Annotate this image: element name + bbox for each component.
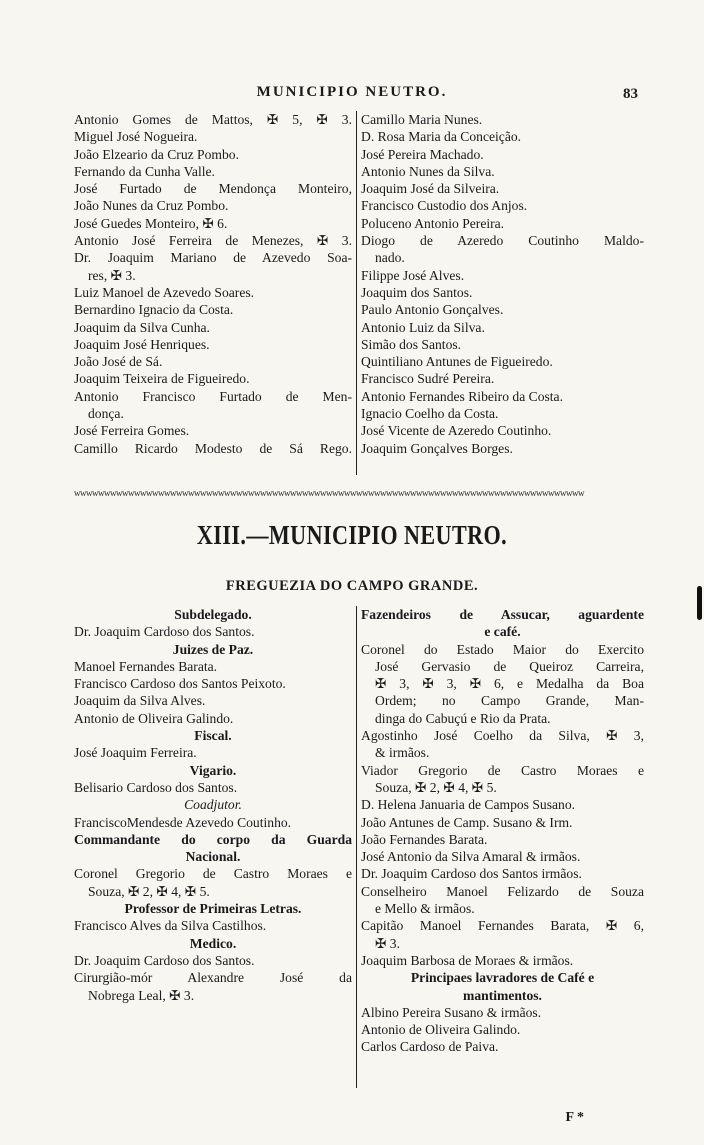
entry-line: Antonio José Ferreira de Menezes, ✠ 3.: [74, 233, 352, 249]
entry-line: Belisario Cardoso dos Santos.: [74, 779, 238, 795]
entry-line: Francisco Custodio dos Anjos.: [361, 198, 528, 214]
entry-line: José Ferreira Gomes.: [74, 423, 190, 439]
entry-line: Antonio Francisco Furtado de Men-: [74, 388, 352, 404]
entry-line: José Furtado de Mendonça Monteiro,: [74, 181, 352, 197]
entry-line: Joaquim Teixeira de Figueiredo.: [74, 371, 250, 387]
entry-line: Coronel do Estado Maior do Exercito: [361, 641, 644, 657]
top-columns: [74, 111, 644, 475]
entry-line: José Vicente de Azeredo Coutinho.: [361, 423, 552, 439]
entry-line: Filippe José Alves.: [361, 267, 465, 283]
entry-line: dinga do Cabuçú e Rio da Prata.: [375, 710, 551, 726]
entry-line: mantimentos.: [463, 987, 542, 1003]
entry-line: João Antunes de Camp. Susano & Irm.: [361, 814, 573, 830]
entry-line: Dr. Joaquim Cardoso dos Santos irmãos.: [361, 866, 582, 882]
entry-line: & irmãos.: [375, 745, 430, 761]
entry-line: Albino Pereira Susano & irmãos.: [361, 1004, 542, 1020]
entry-line: Ignacio Coelho da Costa.: [361, 406, 499, 422]
entry-line: Antonio Fernandes Ribeiro da Costa.: [361, 388, 563, 404]
entry-line: Joaquim José da Silveira.: [361, 181, 500, 197]
entry-line: Commandante do corpo da Guarda: [74, 831, 352, 847]
entry-line: Nacional.: [185, 849, 241, 865]
entry-line: Principaes lavradores de Café e: [410, 970, 595, 986]
entry-line: ✠ 3.: [375, 935, 400, 951]
entry-line: Capitão Manoel Fernandes Barata, ✠ 6,: [361, 918, 644, 934]
entry-line: Francisco Alves da Silva Castilhos.: [74, 918, 267, 934]
entry-line: Luiz Manoel de Azevedo Soares.: [74, 284, 255, 300]
bottom-left-column: [74, 606, 357, 1088]
entry-line: D. Helena Januaria de Campos Susano.: [361, 797, 576, 813]
entry-line: Diogo de Azeredo Coutinho Maldo-: [361, 233, 644, 249]
entry-line: Ordem; no Campo Grande, Man-: [375, 693, 644, 709]
entry-line: José Pereira Machado.: [361, 146, 484, 162]
entry-line: FranciscoMendesde Azevedo Coutinho.: [74, 814, 292, 830]
top-left-column: [74, 111, 357, 475]
entry-line: José Guedes Monteiro, ✠ 6.: [74, 215, 228, 231]
entry-line: Francisco Sudré Pereira.: [361, 371, 495, 387]
entry-line: Joaquim José Henriques.: [74, 336, 210, 352]
page-number: 83: [623, 86, 638, 102]
entry-line: José Antonio da Silva Amaral & irmãos.: [361, 849, 581, 865]
entry-line: Francisco Cardoso dos Santos Peixoto.: [74, 676, 286, 692]
page-header: MUNICIPIO NEUTRO.: [256, 84, 448, 100]
entry-line: Carlos Cardoso de Paiva.: [361, 1039, 499, 1055]
page-edge-mark: [697, 586, 702, 620]
entry-line: Juizes de Paz.: [172, 641, 254, 657]
entry-line: Professor de Primeiras Letras.: [124, 901, 302, 917]
entry-line: Nobrega Leal, ✠ 3.: [88, 987, 195, 1003]
entry-line: Coronel Gregorio de Castro Moraes e: [74, 866, 352, 882]
bottom-columns: [74, 606, 644, 1088]
entry-line: Camillo Maria Nunes.: [361, 112, 483, 127]
entry-line: Subdelegado.: [174, 607, 252, 622]
parish-title: FREGUEZIA DO CAMPO GRANDE.: [225, 578, 479, 594]
section-title: XIII.—MUNICIPIO NEUTRO.: [196, 520, 508, 550]
entry-line: João Nunes da Cruz Pombo.: [74, 198, 229, 214]
entry-line: D. Rosa Maria da Conceição.: [361, 129, 522, 145]
entry-line: Joaquim da Silva Cunha.: [74, 319, 210, 335]
entry-line: José Joaquim Ferreira.: [74, 745, 197, 761]
top-right-column: [357, 111, 644, 475]
entry-line: Vigario.: [189, 762, 237, 778]
entry-line: João Elzeario da Cruz Pombo.: [74, 146, 239, 162]
entry-line: João Fernandes Barata.: [361, 831, 488, 847]
entry-line: Fazendeiros de Assucar, aguardente: [361, 607, 644, 622]
entry-line: donça.: [88, 406, 124, 422]
entry-line: Joaquim dos Santos.: [361, 284, 473, 300]
ornamental-divider: ᴡᴡᴡᴡᴡᴡᴡᴡᴡᴡᴡᴡᴡᴡᴡᴡᴡᴡᴡᴡᴡᴡᴡᴡᴡᴡᴡᴡᴡᴡᴡᴡᴡᴡᴡᴡᴡᴡᴡᴡᴡᴡᴡᴡᴡᴡᴡᴡᴡᴡᴡᴡᴡᴡᴡᴡᴡᴡᴡᴡᴡᴡᴡᴡᴡᴡᴡᴡᴡᴡᴡᴡᴡᴡᴡᴡᴡᴡᴡᴡᴡᴡᴡᴡᴡ: [74, 489, 584, 497]
bottom-right-column: [357, 606, 644, 1088]
entry-line: Joaquim Barbosa de Moraes & irmãos.: [361, 952, 574, 968]
entry-line: Dr. Joaquim Mariano de Azevedo Soa-: [74, 250, 352, 266]
entry-line: Cirurgião-mór Alexandre José da: [74, 970, 352, 986]
entry-line: Antonio Gomes de Mattos, ✠ 5, ✠ 3.: [74, 112, 352, 127]
entry-line: Coadjutor.: [184, 797, 242, 813]
signature-mark: F *: [565, 1110, 584, 1125]
entry-line: e Mello & irmãos.: [375, 901, 475, 917]
entry-line: Bernardino Ignacio da Costa.: [74, 302, 234, 318]
entry-line: Manoel Fernandes Barata.: [74, 658, 218, 674]
entry-line: Conselheiro Manoel Felizardo de Souza: [361, 883, 644, 899]
entry-line: José Gervasio de Queiroz Carreira,: [375, 658, 644, 674]
entry-line: nado.: [375, 250, 405, 266]
entry-line: Souza, ✠ 2, ✠ 4, ✠ 5.: [88, 883, 210, 899]
entry-line: ✠ 3, ✠ 3, ✠ 6, e Medalha da Boa: [375, 676, 644, 692]
entry-line: Fiscal.: [194, 728, 232, 744]
entry-line: Quintiliano Antunes de Figueiredo.: [361, 354, 553, 370]
entry-line: Viador Gregorio de Castro Moraes e: [361, 762, 644, 778]
entry-line: Fernando da Cunha Valle.: [74, 163, 215, 179]
entry-line: Joaquim da Silva Alves.: [74, 693, 206, 709]
entry-line: Joaquim Gonçalves Borges.: [361, 440, 513, 456]
entry-line: res, ✠ 3.: [88, 267, 136, 283]
entry-line: Antonio de Oliveira Galindo.: [74, 710, 234, 726]
entry-line: Souza, ✠ 2, ✠ 4, ✠ 5.: [375, 779, 497, 795]
entry-line: Dr. Joaquim Cardoso dos Santos.: [74, 952, 255, 968]
entry-line: Antonio Luiz da Silva.: [361, 319, 485, 335]
entry-line: Paulo Antonio Gonçalves.: [361, 302, 504, 318]
entry-line: Poluceno Antonio Pereira.: [361, 215, 505, 231]
entry-line: Dr. Joaquim Cardoso dos Santos.: [74, 624, 255, 640]
entry-line: Antonio de Oliveira Galindo.: [361, 1022, 521, 1038]
entry-line: Antonio Nunes da Silva.: [361, 163, 495, 179]
entry-line: Camillo Ricardo Modesto de Sá Rego.: [74, 440, 352, 456]
entry-line: e café.: [484, 624, 521, 640]
entry-line: Miguel José Nogueira.: [74, 129, 198, 145]
entry-line: João José de Sá.: [74, 354, 163, 370]
entry-line: Simão dos Santos.: [361, 336, 462, 352]
entry-line: Agostinho José Coelho da Silva, ✠ 3,: [361, 728, 644, 744]
entry-line: Medico.: [189, 935, 237, 951]
